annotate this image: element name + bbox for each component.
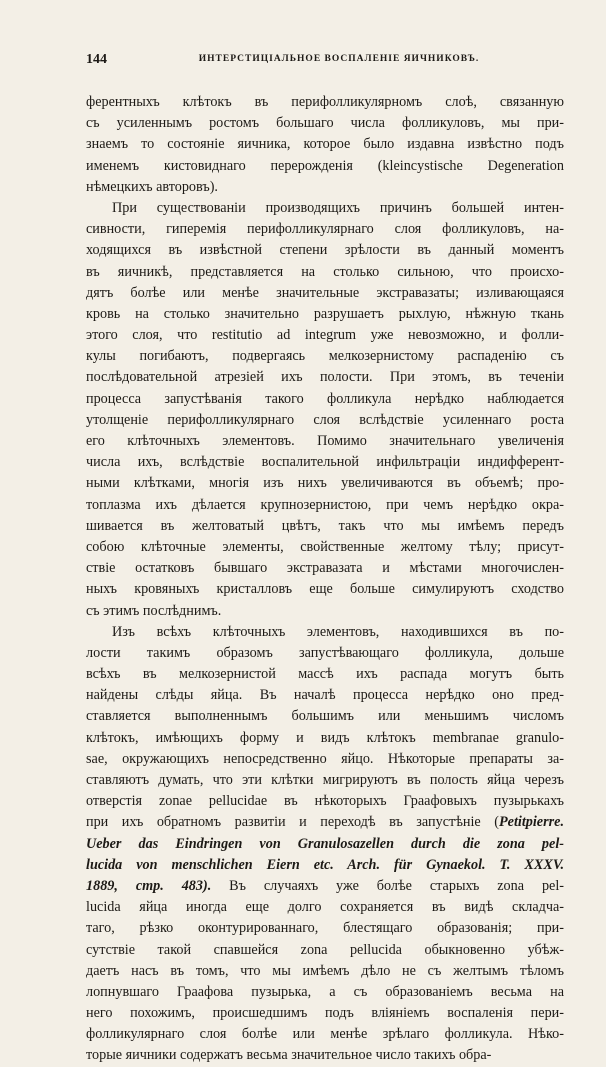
text-line: шивается въ желтоватый цвѣтъ, такъ что мы имѣемъ передъ (86, 517, 564, 534)
body-text (86, 92, 564, 1067)
text-line: клѣтокъ, имѣющихъ форму и видъ клѣтокъ membranae granulo- (86, 729, 564, 746)
text-line: утолщеніе перифолликулярнаго слоя вслѣдствіе усиленнаго роста (86, 411, 564, 428)
text-line: торые яичники содержатъ весьма значительное число такихъ обра- (86, 1047, 492, 1064)
text-line: ставляютъ думать, что эти клѣтки мигрируютъ въ полость яйца черезъ (86, 772, 564, 788)
text-line: процесса запустѣванія такого фолликула нерѣдко наблюдается (86, 390, 564, 407)
text-line: при ихъ обратномъ развитіи и переходѣ въ запустѣніе (Petitpierre. (86, 814, 564, 831)
text-line: ныхъ кровяныхъ кристалловъ еще больше симулируютъ сходство (86, 581, 564, 598)
text-line: Ueber das Eindringen von Granulosazellen durch die zona pel- (86, 835, 564, 852)
text-line: сивности, гиперемія перифолликулярнаго слоя фолликуловъ, на- (86, 221, 564, 238)
text-line: кровь на столько значительно разрушаетъ рыхлую, нѣжную ткань (86, 305, 564, 322)
text-line: въ яичникѣ, представляется на столько сильною, что происхо- (86, 263, 564, 280)
text-line: топлазма ихъ дѣлается крупнозернистою, при чемъ нерѣдко окра- (86, 496, 564, 513)
text-line: отверстія zonae pellucidae въ нѣкоторыхъ Граафовыхъ пузырькахъ (86, 793, 564, 810)
text-line: 1889, стр. 483). Въ случаяхъ уже болѣе старыхъ zona pel- (86, 877, 564, 894)
text-line: именемъ кистовиднаго перерожденія (kleincystische Degeneration (86, 157, 564, 174)
text-line: даетъ насъ въ томъ, что мы имѣемъ дѣло не съ желтымъ тѣломъ (86, 962, 564, 979)
page-header (86, 52, 562, 70)
running-head: ИНТЕРСТИЦІАЛЬНОЕ ВОСПАЛЕНІЕ ЯИЧНИКОВЪ. (198, 54, 480, 64)
text-line: дятъ болѣе или менѣе значительные экстравазаты; изливающаяся (86, 284, 564, 301)
text-line: lucida яйца иногда еще долго сохраняется въ видѣ складча- (86, 899, 564, 916)
text-line: ными клѣтками, многія изъ нихъ увеличиваются въ объемѣ; про- (86, 475, 564, 492)
page-number: 144 (86, 52, 107, 67)
text-line: sae, окружающихъ непосредственно яйцо. Нѣкоторые препараты за- (86, 750, 564, 767)
text-line: Изъ всѣхъ клѣточныхъ элементовъ, находившихся въ по- (112, 623, 564, 640)
citation-fragment: Petitpierre. (498, 814, 564, 831)
text-line: послѣдовательной атрезіей ихъ полости. При этомъ, въ теченіи (86, 369, 564, 386)
citation-fragment: 1889, стр. 483). (86, 877, 212, 894)
text-line: найдены слѣды яйца. Въ началѣ процесса нерѣдко оно пред- (86, 687, 564, 704)
text-line: сутствіе такой спавшейся zona pellucida обыкновенно убѣж- (86, 941, 564, 958)
text-line: всѣхъ въ мелкозернистой массѣ ихъ распада могутъ быть (86, 666, 564, 683)
text-line: собою клѣточные элементы, свойственные желтому тѣлу; присут- (86, 538, 564, 555)
text-line: знаемъ то состояніе яичника, которое было издавна извѣстно подъ (86, 136, 564, 153)
text-line: лости такимъ образомъ запустѣвающаго фолликула, дольше (86, 644, 564, 661)
text-line: При существованіи производящихъ причинъ большей интен- (112, 199, 564, 216)
text-line: lucida von menschlichen Eiern etc. Arch. für Gynaekol. T. XXXV. (86, 856, 564, 873)
text-line: этого слоя, что restitutio ad integrum уже невозможно, и фолли- (86, 327, 564, 344)
text-line: лопнувшаго Граафова пузырька, а съ образованіемъ весьма на (86, 983, 564, 1000)
text-line: съ усиленнымъ ростомъ большаго числа фолликуловъ, мы при- (86, 115, 564, 132)
text-line: нѣмецкихъ авторовъ). (86, 178, 218, 195)
text-line: ствіе остатковъ бывшаго экстравазата и мѣстами многочислен- (86, 560, 564, 577)
text-line: кулы погибаютъ, подвергаясь мелкозернистому распаденію съ (86, 348, 564, 365)
text-line: таго, рѣзко оконтурированнаго, блестящаго образованія; при- (86, 920, 564, 937)
text-line: съ этимъ послѣднимъ. (86, 602, 222, 619)
text-line: ставляется выполненнымъ большимъ или меньшимъ числомъ (86, 708, 564, 725)
text-line: него похожимъ, происшедшимъ подъ вліяніемъ воспаленія пери- (86, 1005, 564, 1022)
text-line: фолликулярнаго слоя болѣе или менѣе зрѣлаго фолликула. Нѣко- (86, 1026, 564, 1043)
text-line: ферентныхъ клѣтокъ въ перифолликулярномъ слоѣ, связанную (86, 94, 564, 110)
text-line: его клѣточныхъ элементовъ. Помимо значительнаго увеличенія (86, 433, 564, 449)
text-line: ходящихся въ извѣстной степени зрѣлости въ данный моментъ (86, 242, 564, 259)
text-line: числа ихъ, вслѣдствіе воспалительной инфильтраціи индифферент- (86, 454, 564, 471)
